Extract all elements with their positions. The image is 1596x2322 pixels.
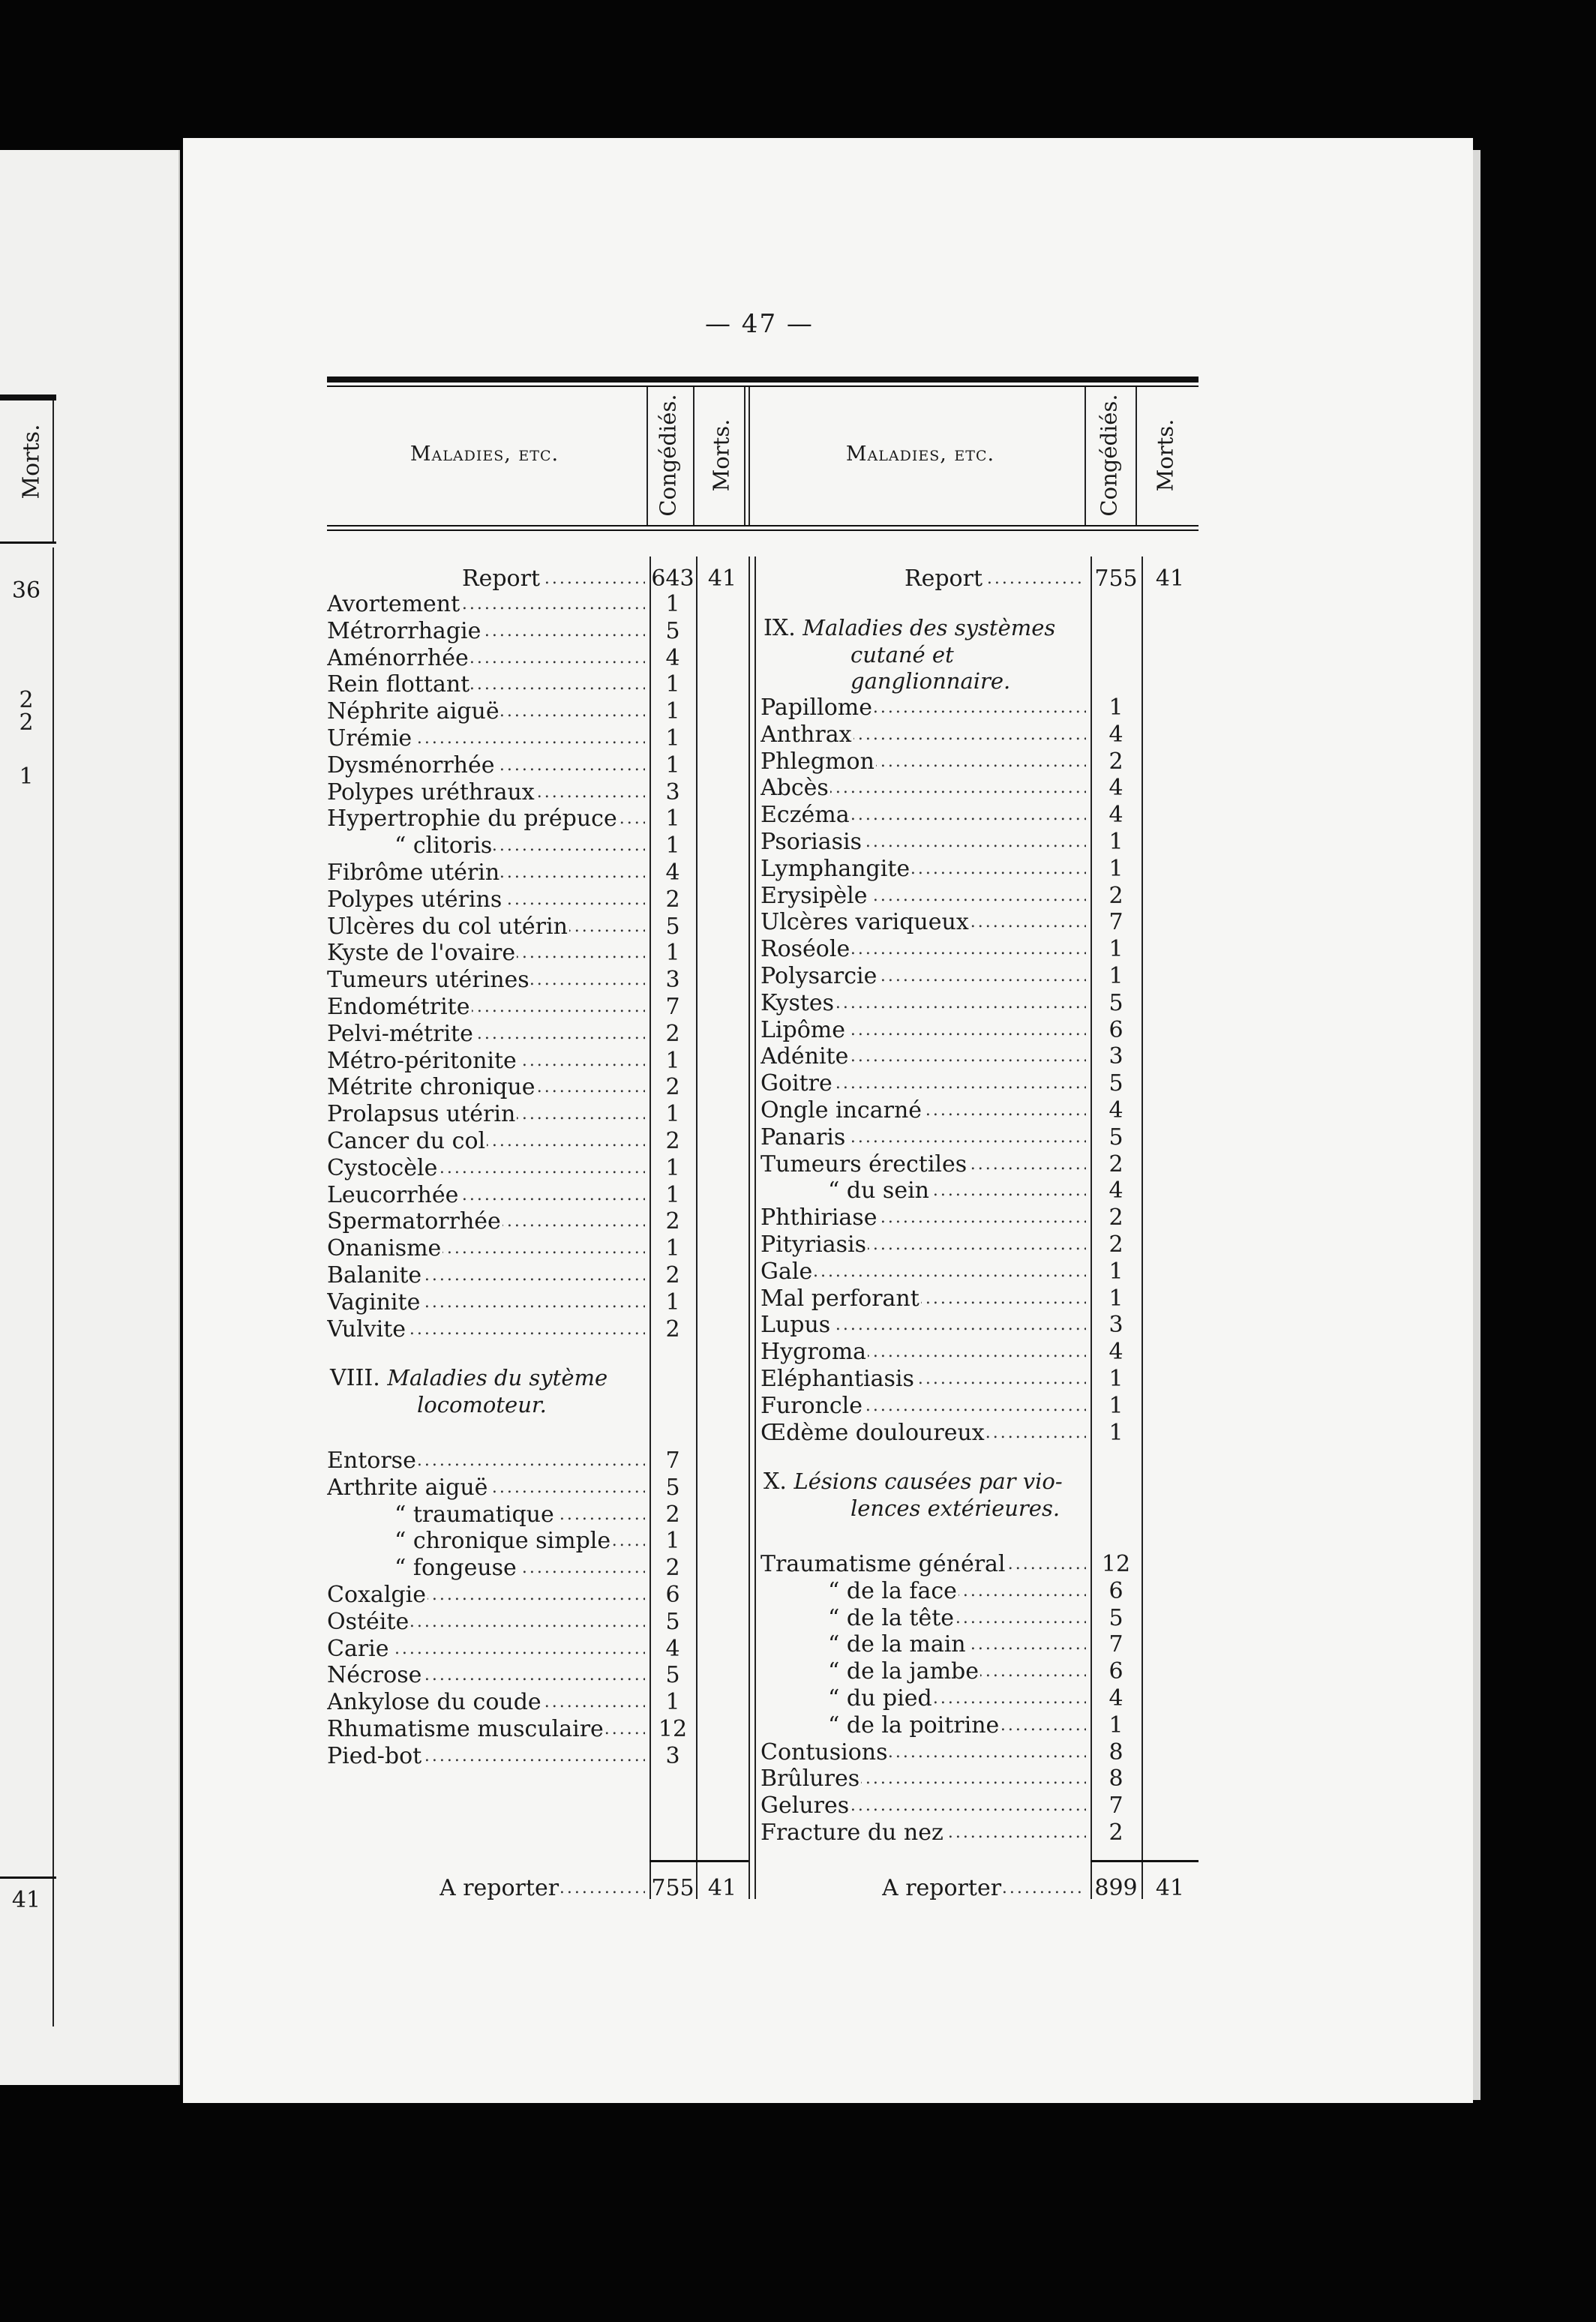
congedies-value: 1 [665, 806, 680, 832]
congedies-value: 2 [1108, 1820, 1124, 1846]
disease-name-text: Hypertrophie du prépuce [327, 806, 617, 832]
disease-name-text: Ulcères du col utérin [327, 913, 568, 940]
disease-name-text: Fibrôme utérin [327, 860, 500, 886]
congedies-value: 4 [1108, 1685, 1124, 1712]
congedies-value: 1 [665, 1288, 680, 1316]
disease-name [828, 1685, 1086, 1712]
disease-name-text: Polysarcie [760, 963, 878, 989]
section-title: locomoteur. [417, 1392, 547, 1418]
morts-value: 41 [707, 1875, 737, 1901]
congedies-value: 1 [665, 1689, 680, 1716]
disease-name [828, 1712, 1086, 1738]
congedies-value: 1 [1108, 1258, 1124, 1285]
disease-name [760, 775, 1086, 801]
disease-name-text: “ du pied [828, 1685, 932, 1712]
left-page-header-rule [0, 542, 56, 544]
disease-name [760, 1232, 1086, 1258]
congedies-value: 1 [1108, 1712, 1124, 1738]
disease-name-text: Lymphangite [760, 855, 910, 882]
congedies-value: 12 [658, 1716, 688, 1742]
header-congedies-right: Congédiés. [1096, 394, 1122, 517]
congedies-value: 1 [1108, 936, 1124, 963]
header-maladies-left: Maladies, etc. [410, 442, 560, 466]
disease-name-text: Pelvi-métrite [327, 1020, 473, 1047]
congedies-value: 2 [665, 1555, 680, 1582]
disease-name-text: Goitre [760, 1070, 832, 1097]
left-page-vline-top [52, 400, 54, 542]
disease-name-text: Brûlures [760, 1766, 860, 1792]
congedies-value: 1 [665, 940, 680, 967]
disease-name [760, 1312, 1086, 1338]
congedies-value: 12 [1101, 1551, 1131, 1577]
disease-name-text: “ de la main [828, 1631, 966, 1658]
disease-name [760, 829, 1086, 855]
disease-name-text: Pityriasis [760, 1232, 866, 1258]
disease-name-text: Endométrite [327, 994, 470, 1020]
disease-name-text: Report [904, 566, 983, 592]
disease-name [760, 694, 1086, 721]
table-row [327, 566, 1198, 592]
statistics-table [327, 376, 1198, 1906]
congedies-value: 5 [665, 1608, 680, 1635]
disease-name-text: Ostéite [327, 1608, 410, 1635]
disease-name [760, 1339, 1086, 1365]
left-page-top-rule [0, 394, 56, 400]
congedies-value: 7 [1108, 1631, 1124, 1658]
congedies-value: 1 [1108, 829, 1124, 855]
congedies-value: 2 [1108, 748, 1124, 775]
disease-name [394, 1528, 645, 1554]
section-heading [764, 1468, 1089, 1495]
morts-value: 41 [1155, 1875, 1185, 1901]
disease-name-text: Phlegmon [760, 748, 874, 775]
table-top-rule-thin [327, 386, 1198, 387]
disease-name-text: Entorse [327, 1448, 416, 1474]
disease-name-text: Avortement [327, 591, 460, 617]
congedies-value: 2 [665, 1501, 680, 1528]
congedies-value: 5 [665, 913, 680, 940]
disease-name-text: Néphrite aiguë [327, 698, 500, 725]
congedies-value: 3 [1108, 1312, 1124, 1339]
congedies-value: 4 [1108, 802, 1124, 829]
left-page [0, 150, 180, 2085]
congedies-value: 4 [665, 860, 680, 886]
disease-name-text: Spermatorrhée [327, 1208, 501, 1235]
table-row [327, 591, 1198, 617]
congedies-value: 7 [665, 1448, 680, 1474]
table-row [327, 1420, 1198, 1446]
section-title: lences extérieures. [850, 1496, 1060, 1521]
disease-name [760, 1151, 1086, 1178]
disease-name [327, 645, 645, 671]
total-rule [1090, 1860, 1142, 1862]
table-row [327, 1631, 1198, 1658]
congedies-value: 4 [1108, 721, 1124, 748]
disease-name [760, 1766, 1086, 1792]
table-row [327, 1286, 1198, 1312]
disease-name-text: A reporter [440, 1875, 560, 1901]
disease-name-text: Onanisme [327, 1235, 442, 1262]
table-row [327, 1339, 1198, 1365]
disease-name [828, 1578, 1086, 1604]
header-morts-left: Morts. [708, 418, 734, 492]
disease-name [760, 802, 1086, 828]
disease-name-text: Abcès [760, 775, 829, 802]
disease-name-text: Cystocèle [327, 1154, 438, 1181]
disease-name-text: Ongle incarné [760, 1097, 922, 1124]
congedies-value: 1 [1108, 694, 1124, 721]
disease-name-text: Rein flottant [327, 671, 470, 698]
congedies-value: 5 [665, 617, 680, 644]
disease-name-text: Tumeurs érectiles [760, 1150, 968, 1178]
header-maladies-right: Maladies, etc. [845, 442, 995, 466]
table-row [327, 1766, 1198, 1792]
vline-header [1084, 387, 1086, 525]
disease-name-text: Roséole [760, 936, 850, 963]
disease-name-text: Nécrose [327, 1662, 422, 1689]
congedies-value: 4 [665, 644, 680, 671]
disease-name [760, 936, 1086, 962]
disease-name-text: Métro-péritonite [327, 1047, 517, 1074]
disease-name [760, 1124, 1086, 1150]
congedies-value: 1 [665, 1047, 680, 1074]
disease-name [760, 1070, 1086, 1096]
disease-name [760, 909, 1086, 935]
page-edge [1473, 150, 1480, 2100]
congedies-value: 2 [665, 886, 680, 913]
disease-name-text: Métrite chronique [327, 1074, 536, 1101]
total-rule [1142, 1860, 1198, 1862]
disease-name-text: Papillome [760, 694, 872, 721]
left-page-total: 41 [11, 1887, 41, 1913]
disease-name [327, 1474, 645, 1501]
left-page-header: Morts. [18, 423, 45, 500]
disease-name-text: Coxalgie [327, 1582, 426, 1608]
section-title: Lésions causées par vio- [794, 1468, 1063, 1494]
congedies-value: 5 [1108, 1124, 1124, 1150]
vline-header [1136, 387, 1137, 525]
vline-header [646, 387, 648, 525]
congedies-value: 2 [665, 1020, 680, 1047]
congedies-value: 755 [651, 1875, 694, 1901]
disease-name-text: “ de la jambe [828, 1658, 979, 1685]
disease-name-text: Eczéma [760, 802, 850, 829]
table-row [327, 1578, 1198, 1604]
left-page-value: 2 [19, 710, 34, 736]
disease-name [760, 722, 1086, 748]
disease-name-text: “ du sein [828, 1178, 929, 1204]
congedies-value: 4 [1108, 1097, 1124, 1124]
left-page-value: 2 [19, 687, 34, 713]
congedies-value: 2 [665, 1316, 680, 1342]
disease-name [828, 1605, 1086, 1631]
left-page-total-rule [0, 1876, 56, 1879]
disease-name-text: “ clitoris [394, 832, 493, 860]
disease-name [760, 1366, 1086, 1392]
disease-name-text: “ fongeuse [394, 1555, 517, 1582]
congedies-value: 1 [1108, 963, 1124, 989]
congedies-value: 755 [1094, 566, 1138, 592]
disease-name-text: Phthiriase [760, 1204, 878, 1232]
table-row [327, 1366, 1198, 1392]
congedies-value: 5 [1108, 989, 1124, 1016]
disease-name-text: Furoncle [760, 1392, 863, 1419]
disease-name-text: Adénite [760, 1043, 849, 1070]
vline-header [748, 387, 750, 525]
congedies-value: 1 [665, 671, 680, 698]
congedies-value: 5 [665, 1474, 680, 1501]
disease-name-text: Cancer du col [327, 1128, 486, 1154]
section-number: X. [764, 1468, 787, 1495]
disease-name-text: Dysménorrhée [327, 752, 495, 778]
congedies-value: 643 [651, 566, 694, 592]
table-row [327, 1820, 1198, 1846]
disease-name [760, 856, 1086, 882]
congedies-value: 6 [1108, 1658, 1124, 1685]
table-row [327, 1605, 1198, 1631]
disease-name-text: Carie [327, 1635, 389, 1662]
congedies-value: 3 [1108, 1043, 1124, 1070]
header-bottom-rule [327, 525, 1198, 526]
disease-name [760, 1043, 1086, 1070]
section-title: Maladies des systèmes [802, 615, 1056, 640]
table-row [327, 1739, 1198, 1766]
congedies-value: 7 [1108, 909, 1124, 936]
disease-name [327, 618, 645, 644]
morts-value: 41 [1155, 566, 1185, 592]
disease-name [760, 963, 1086, 989]
congedies-value: 1 [665, 1235, 680, 1262]
disease-name [828, 1178, 1086, 1204]
disease-name [760, 1204, 1086, 1231]
disease-name-text: Anthrax [760, 721, 852, 748]
congedies-value: 4 [1108, 1339, 1124, 1366]
disease-name-text: Erysipèle [760, 882, 868, 909]
congedies-value: 1 [665, 1154, 680, 1181]
section-title: Maladies du sytème [387, 1365, 608, 1390]
disease-name-text: Gelures [760, 1792, 850, 1820]
left-page-vline [52, 548, 54, 2026]
vline-header [744, 387, 746, 525]
table-row [327, 1232, 1198, 1258]
congedies-value: 6 [665, 1582, 680, 1608]
congedies-value: 1 [1108, 1392, 1124, 1419]
congedies-value: 2 [1108, 882, 1124, 909]
congedies-value: 1 [665, 1528, 680, 1555]
congedies-value: 1 [1108, 1285, 1124, 1312]
disease-name-text: “ de la poitrine [828, 1712, 1000, 1738]
disease-name-text: Fracture du nez [760, 1820, 944, 1846]
congedies-value: 2 [665, 1262, 680, 1288]
disease-name-text: Aménorrhée [327, 644, 469, 671]
disease-name-text: Kystes [760, 989, 835, 1016]
congedies-value: 3 [665, 967, 680, 994]
disease-name-text: Contusions [760, 1738, 888, 1766]
disease-name [760, 1792, 1086, 1819]
disease-name-text: Arthrite aiguë [327, 1474, 488, 1501]
disease-name-text: Traumatisme général [760, 1551, 1006, 1577]
disease-name-text: “ de la tête [828, 1604, 955, 1631]
congedies-value: 4 [1108, 775, 1124, 802]
section-heading-line2 [850, 642, 1086, 694]
disease-name-text: Vulvite [327, 1316, 406, 1342]
disease-name-text: Ulcères variqueux [760, 909, 969, 936]
congedies-value: 5 [665, 1662, 680, 1689]
header-congedies-left: Congédiés. [656, 394, 681, 517]
total-rule [696, 1860, 748, 1862]
disease-name-text: Tumeurs utérines [327, 967, 530, 994]
total-rule [650, 1860, 696, 1862]
disease-name-text: Polypes uréthraux [327, 778, 535, 806]
table-row [327, 1792, 1198, 1819]
disease-name [904, 566, 1086, 592]
left-page-value: 36 [11, 578, 41, 604]
header-morts-right: Morts. [1152, 418, 1178, 492]
disease-name-text: Gale [760, 1258, 813, 1285]
congedies-value: 4 [1108, 1178, 1124, 1204]
congedies-value: 4 [665, 1635, 680, 1662]
congedies-value: 2 [1108, 1150, 1124, 1178]
disease-name [760, 1017, 1086, 1043]
disease-name [327, 1716, 645, 1742]
congedies-value: 2 [665, 1208, 680, 1235]
disease-name-text: Métrorrhagie [327, 617, 482, 644]
disease-name [327, 806, 645, 832]
section-title: cutané et ganglionnaire. [850, 642, 1011, 694]
congedies-value: 1 [1108, 855, 1124, 882]
disease-name [760, 1739, 1086, 1766]
congedies-value: 6 [1108, 1016, 1124, 1043]
congedies-value: 1 [665, 832, 680, 860]
disease-name [760, 1393, 1086, 1419]
disease-name [760, 1551, 1086, 1577]
morts-value: 41 [707, 566, 737, 592]
disease-name [760, 1286, 1086, 1312]
disease-name-text: Polypes utérins [327, 886, 502, 913]
disease-name-text: Report [462, 566, 541, 592]
header-bottom-rule-2 [327, 530, 1198, 531]
congedies-value: 2 [1108, 1204, 1124, 1232]
congedies-value: 1 [665, 725, 680, 752]
disease-name-text: Balanite [327, 1262, 422, 1288]
table-row [327, 1258, 1198, 1285]
disease-name-text: Psoriasis [760, 829, 862, 855]
disease-name-text: Leucorrhée [327, 1181, 459, 1208]
vline-header [693, 387, 694, 525]
disease-name-text: Urémie [327, 725, 412, 752]
congedies-value: 1 [665, 591, 680, 617]
disease-name-text: Ankylose du coude [327, 1689, 542, 1716]
disease-name-text: Eléphantiasis [760, 1366, 914, 1392]
congedies-value: 8 [1108, 1766, 1124, 1792]
congedies-value: 3 [665, 778, 680, 806]
section-heading-line2 [850, 1496, 1086, 1522]
disease-name [760, 1820, 1086, 1846]
table-row [327, 1312, 1198, 1338]
table-top-rule [327, 376, 1198, 382]
congedies-value: 3 [665, 1742, 680, 1769]
congedies-value: 1 [665, 698, 680, 725]
disease-name [760, 883, 1086, 909]
disease-name-text: “ traumatique [394, 1501, 554, 1528]
page-number: — 47 — [705, 309, 814, 339]
congedies-value: 7 [665, 994, 680, 1020]
disease-name [327, 591, 645, 617]
left-page-value: 1 [19, 764, 34, 790]
congedies-value: 6 [1108, 1577, 1124, 1604]
disease-name-text: Panaris [760, 1124, 846, 1150]
table-row [327, 1151, 1198, 1178]
section-number: VIII. [330, 1365, 380, 1391]
disease-name-text: Prolapsus utérin [327, 1101, 516, 1128]
congedies-value: 2 [665, 1128, 680, 1154]
section-number: IX. [764, 615, 796, 641]
disease-name [394, 1502, 645, 1528]
section-heading [764, 615, 1089, 641]
disease-name [828, 1658, 1086, 1684]
disease-name-text: Kyste de l'ovaire [327, 940, 516, 967]
disease-name-text: Œdème douloureux [760, 1419, 985, 1446]
congedies-value: 2 [1108, 1232, 1124, 1258]
congedies-value: 899 [1094, 1875, 1138, 1901]
congedies-value: 1 [665, 1101, 680, 1128]
disease-name-text: “ de la face [828, 1577, 957, 1604]
congedies-value: 1 [1108, 1419, 1124, 1446]
congedies-value: 1 [1108, 1366, 1124, 1392]
disease-name-text: Lipôme [760, 1016, 845, 1043]
table-row [327, 1393, 1198, 1419]
table-row [327, 1658, 1198, 1684]
disease-name-text: Pied-bot [327, 1742, 422, 1769]
disease-name-text: Hygroma [760, 1339, 867, 1366]
disease-name-text: Rhumatisme musculaire [327, 1716, 604, 1742]
congedies-value: 2 [665, 1074, 680, 1101]
disease-name [882, 1875, 1086, 1901]
congedies-value: 7 [1108, 1792, 1124, 1820]
disease-name-text: A reporter [882, 1875, 1002, 1901]
disease-name [760, 748, 1086, 775]
disease-name [327, 1448, 645, 1474]
disease-name [760, 990, 1086, 1016]
disease-name-text: Lupus [760, 1312, 831, 1339]
congedies-value: 1 [665, 1181, 680, 1208]
congedies-value: 5 [1108, 1604, 1124, 1631]
disease-name-text: Vaginite [327, 1288, 421, 1316]
disease-name [760, 1097, 1086, 1124]
congedies-value: 5 [1108, 1070, 1124, 1097]
disease-name-text: Mal perforant [760, 1285, 920, 1312]
disease-name-text: “ chronique simple [394, 1528, 611, 1555]
table-row [327, 722, 1198, 748]
disease-name [760, 1258, 1086, 1285]
congedies-value: 8 [1108, 1738, 1124, 1766]
congedies-value: 1 [665, 752, 680, 778]
disease-name [760, 1420, 1086, 1446]
disease-name [828, 1631, 1086, 1658]
